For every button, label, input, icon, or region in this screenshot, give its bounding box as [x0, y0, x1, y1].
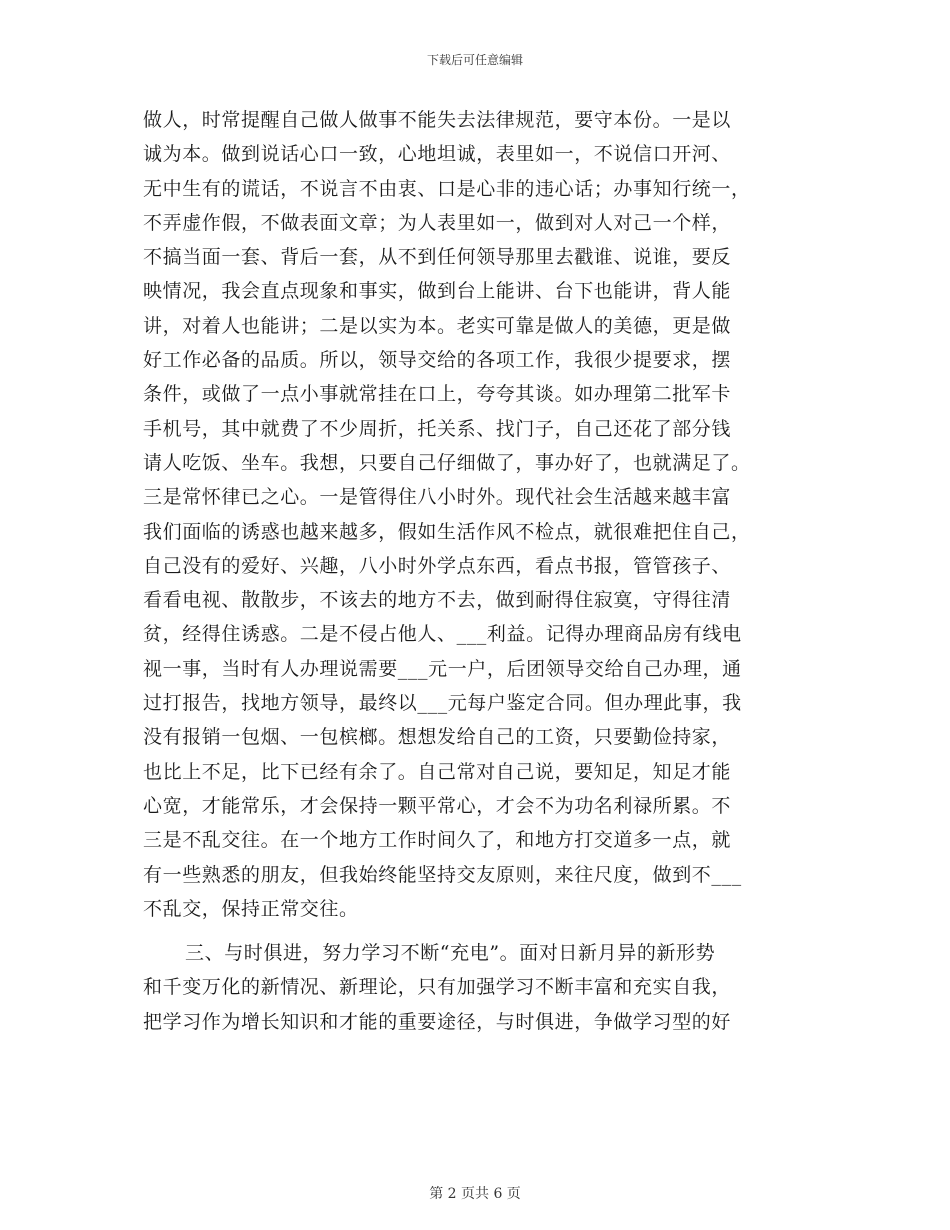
paragraph-gap	[143, 926, 813, 936]
text-line: 我们面临的诱惑也越来越多，假如生活作风不检点，就很难把住自己，	[143, 520, 751, 543]
text-line: 讲，对着人也能讲；二是以实为本。老实可靠是做人的美德，更是做	[143, 314, 732, 337]
text-line: 诚为本。做到说话心口一致，心地坦诚，表里如一，不说信口开河、	[143, 143, 732, 166]
text-line: 把学习作为增长知识和才能的重要途径，与时俱进，争做学习型的好	[143, 1010, 732, 1033]
text-line: 无中生有的谎话，不说言不由衷、口是心非的违心话；办事知行统一，	[143, 177, 751, 200]
text-line: 心宽，才能常乐，才会保持一颗平常心，才会不为功名利禄所累。不	[143, 794, 732, 817]
text-line: 视一事，当时有人办理说需要___元一户，后团领导交给自己办理，通	[143, 657, 742, 680]
text-line: 不弄虚作假，不做表面文章；为人表里如一，做到对人对己一个样，	[143, 211, 732, 234]
text-line: 三是不乱交往。在一个地方工作时间久了，和地方打交道多一点，就	[143, 829, 732, 852]
text-line: 不搞当面一套、背后一套，从不到任何领导那里去戳谁、说谁，要反	[143, 246, 732, 269]
page-footer: 第 2 页共 6 页	[429, 1186, 521, 1202]
text-line: 和千变万化的新情况、新理论，只有加强学习不断丰富和充实自我，	[143, 976, 732, 999]
text-line: 有一些熟悉的朋友，但我始终能坚持交友原则，来往尺度，做到不___	[143, 863, 742, 886]
text-line: 自己没有的爱好、兴趣，八小时外学点东西，看点书报，管管孩子、	[143, 554, 732, 577]
text-line: 做人，时常提醒自己做人做事不能失去法律规范，要守本份。一是以	[143, 109, 732, 131]
text-line: 也比上不足，比下已经有余了。自己常对自己说，要知足，知足才能	[143, 760, 732, 783]
text-line: 贫，经得住诱惑。二是不侵占他人、___利益。记得办理商品房有线电	[143, 623, 742, 646]
text-line: 映情况，我会直点现象和事实，做到台上能讲、台下也能讲，背人能	[143, 280, 732, 303]
page-header: 下载后可任意编辑	[426, 53, 523, 67]
text-line: 三、与时俱进，努力学习不断“充电”。面对日新月异的新形势	[185, 942, 716, 965]
text-line: 三是常怀律已之心。一是管得住八小时外。现代社会生活越来越丰富	[143, 486, 732, 509]
text-line: 过打报告，找地方领导，最终以___元每户鉴定合同。但办理此事，我	[143, 692, 742, 715]
text-line: 手机号，其中就费了不少周折，托关系、找门子，自己还花了部分钱	[143, 417, 732, 440]
text-line: 看看电视、散散步，不该去的地方不去，做到耐得住寂寞，守得往清	[143, 589, 732, 612]
body-text	[143, 103, 813, 1039]
text-line: 条件，或做了一点小事就常挂在口上，夸夸其谈。如办理第二批军卡	[143, 383, 732, 406]
text-line: 请人吃饭、坐车。我想，只要自己仔细做了，事办好了，也就满足了。	[143, 451, 751, 474]
text-line: 不乱交，保持正常交往。	[143, 897, 359, 920]
text-line: 没有报销一包烟、一包槟榔。想想发给自己的工资，只要勤俭持家，	[143, 726, 732, 749]
text-line: 好工作必备的品质。所以，领导交给的各项工作，我很少提要求，摆	[143, 349, 732, 372]
